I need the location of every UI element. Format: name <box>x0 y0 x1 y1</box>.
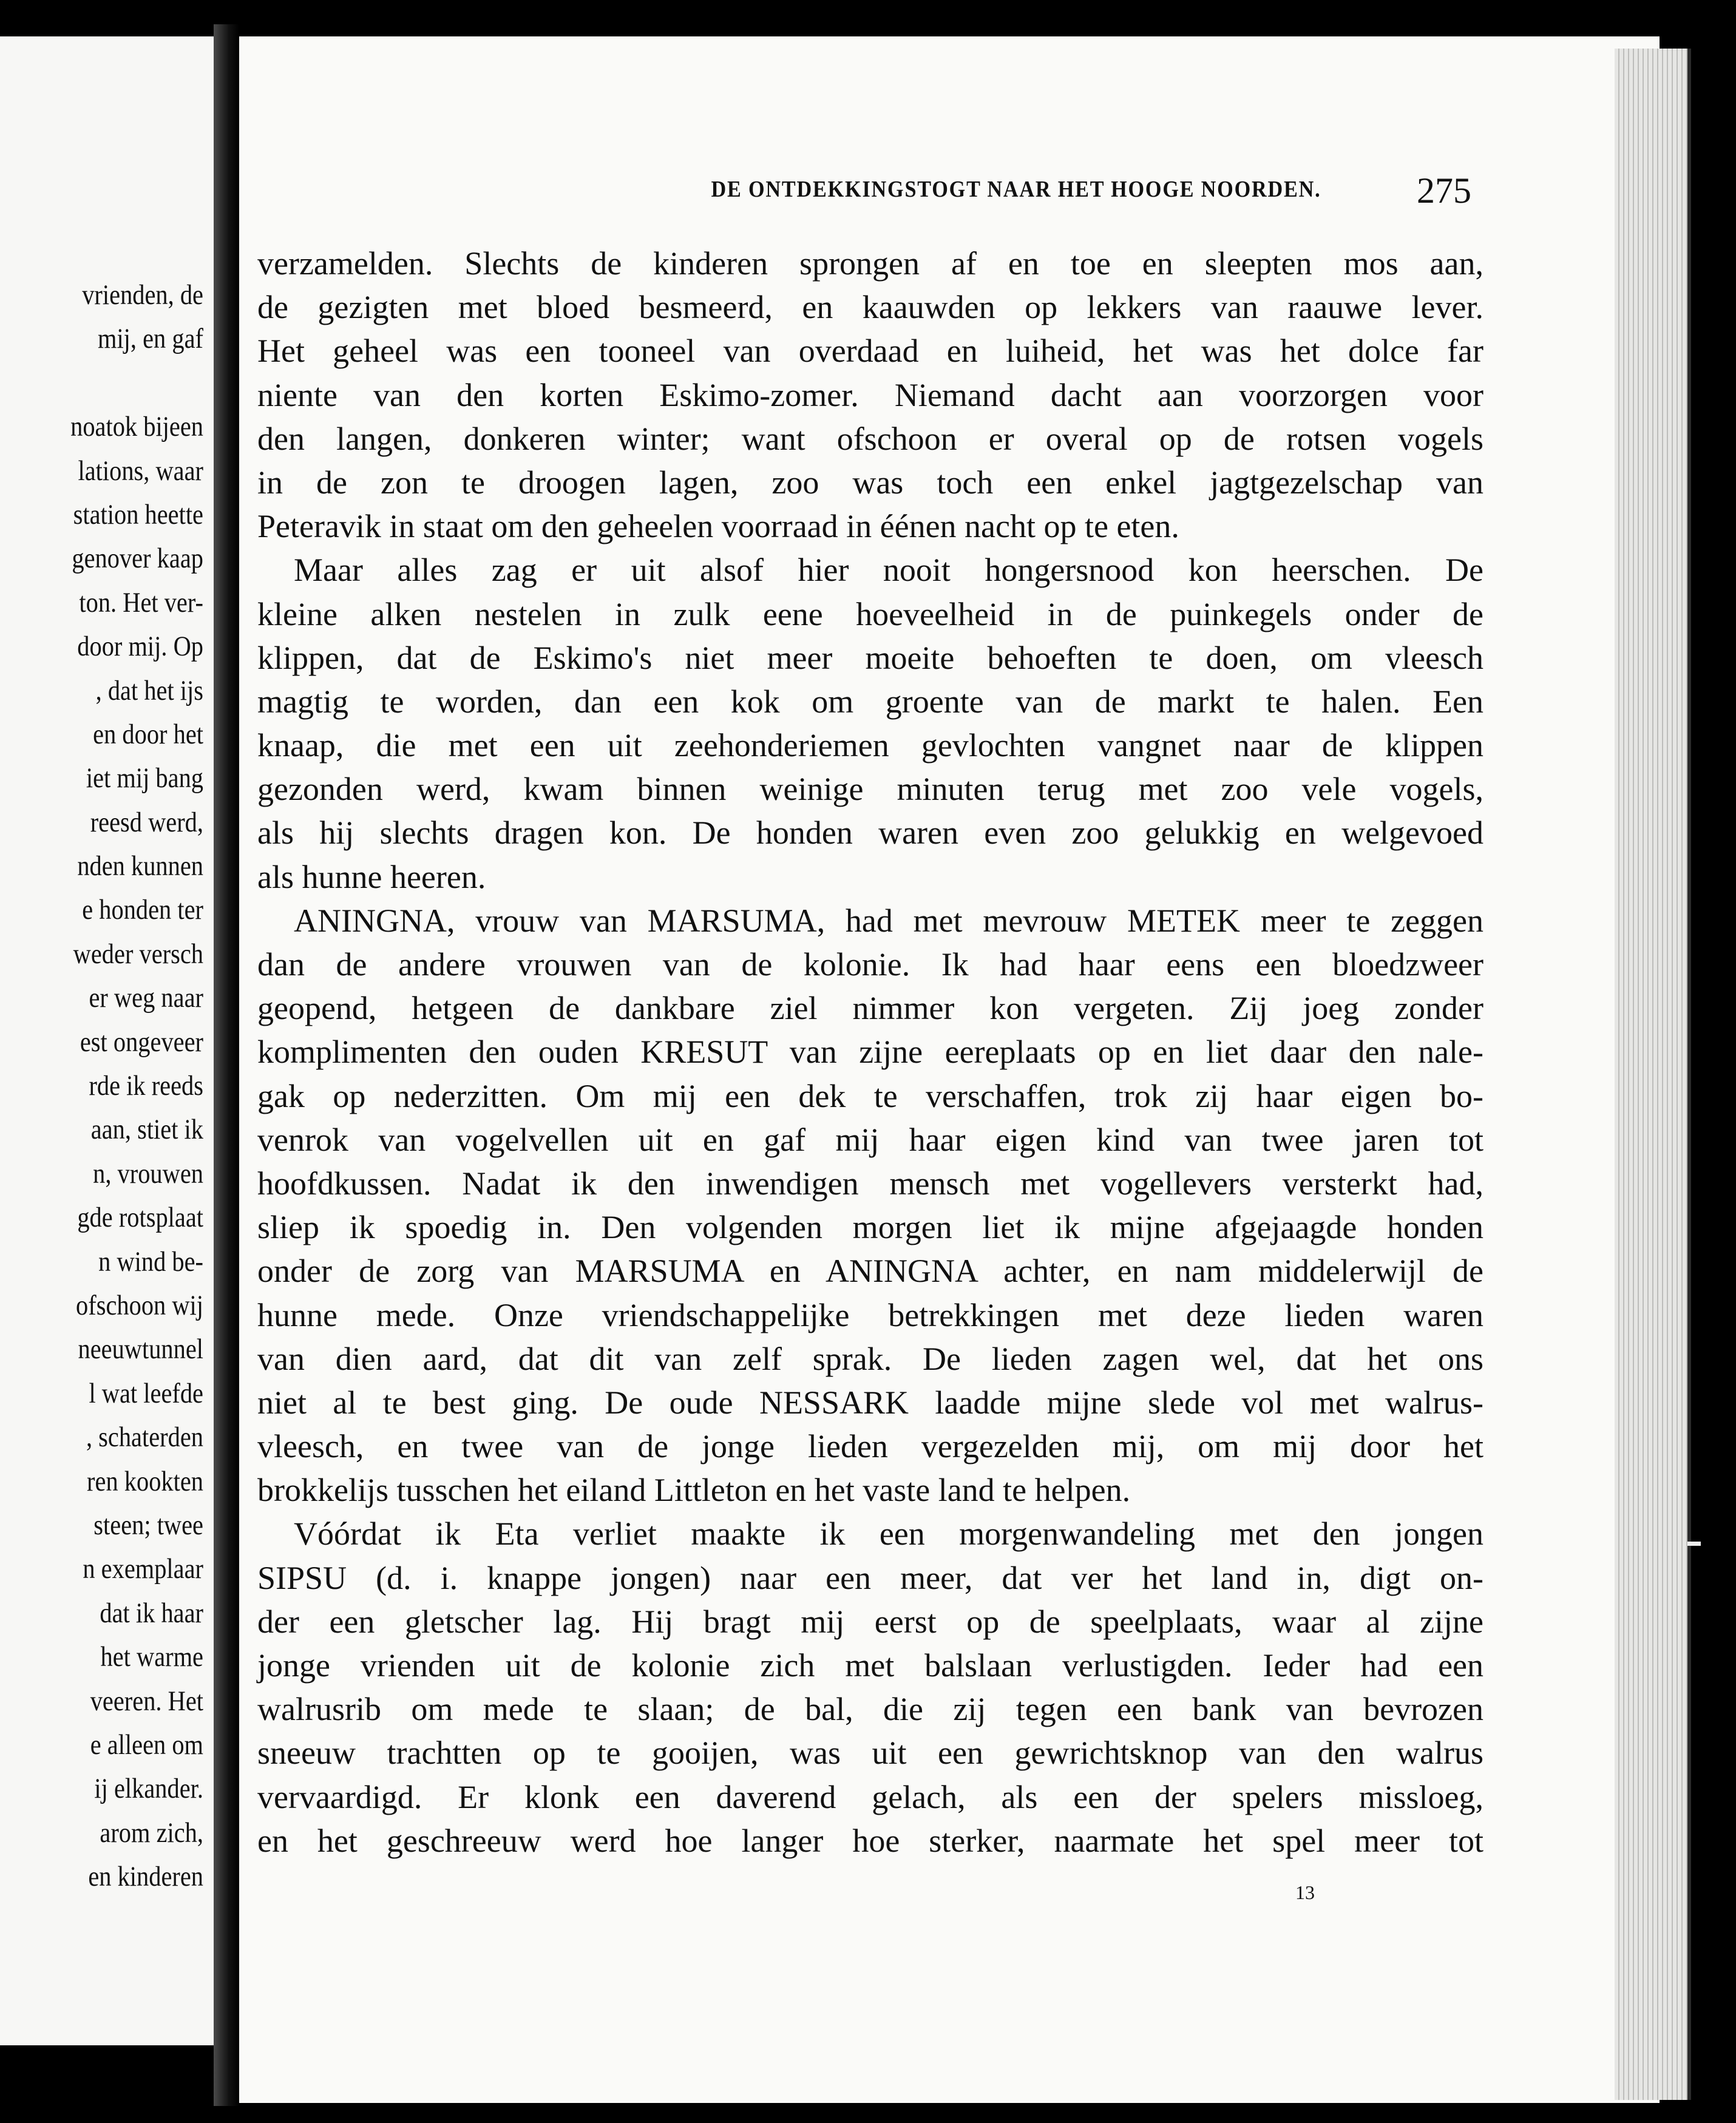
text-line: Maar alles zag er uit alsof hier nooit hongersnood kon heerschen. De <box>294 552 1483 589</box>
left-page-line: het warme <box>100 1641 203 1673</box>
left-page-line: est ongeveer <box>80 1026 203 1058</box>
page-number: 275 <box>1417 171 1471 211</box>
left-page-line: en kinderen <box>88 1861 203 1893</box>
left-page-line: station heette <box>73 498 203 530</box>
left-page-line: neeuwtunnel <box>78 1333 203 1366</box>
text-line: SIPSU (d. i. knappe jongen) naar een meer, dat ver het land in, digt on- <box>257 1559 1483 1596</box>
text-line: Het geheel was een tooneel van overdaad en luiheid, het was het dolce far <box>257 333 1483 370</box>
text-line: als hij slechts dragen kon. De honden waren even zoo gelukkig en welgevoed <box>257 814 1483 852</box>
text-line: jonge vrienden uit de kolonie zich met balslaan verlustigden. Ieder had een <box>257 1647 1483 1684</box>
left-page-line: n exemplaar <box>83 1553 203 1585</box>
signature-mark: 13 <box>1295 1881 1315 1903</box>
text-line: hoofdkussen. Nadat ik den inwendigen mensch met vogellevers versterkt had, <box>257 1165 1483 1202</box>
left-page-line: mij, en gaf <box>98 323 203 355</box>
left-page-line: arom zich, <box>100 1817 203 1849</box>
left-page-line: veeren. Het <box>90 1685 203 1717</box>
left-page-line: gde rotsplaat <box>77 1202 203 1234</box>
text-line: walrusrib om mede te slaan; de bal, die zij tegen een bank van bevrozen <box>257 1691 1483 1728</box>
left-page <box>0 36 214 2045</box>
left-page-line: lations, waar <box>78 455 203 487</box>
right-page <box>239 36 1660 2103</box>
text-line: venrok van vogelvellen uit en gaf mij haar eigen kind van twee jaren tot <box>257 1121 1483 1158</box>
left-page-line: ton. Het ver- <box>79 586 203 618</box>
left-page-line: er weg naar <box>89 982 203 1014</box>
text-line: Peteravik in staat om den geheelen voorraad in éénen nacht op te eten. <box>257 508 1179 545</box>
left-page-line: n wind be- <box>98 1245 203 1278</box>
book-gutter <box>214 24 239 2106</box>
text-line: niente van den korten Eskimo-zomer. Niemand dacht aan voorzorgen voor <box>257 376 1483 413</box>
left-page-line: , dat het ijs <box>95 674 203 706</box>
text-line: in de zon te droogen lagen, zoo was toch een enkel jagtgezelschap van <box>257 464 1483 501</box>
text-line: vleesch, en twee van de jonge lieden vergezelden mij, om mij door het <box>257 1428 1483 1465</box>
left-page-line: genover kaap <box>72 543 203 575</box>
left-page-line: e honden ter <box>82 894 203 926</box>
left-page-line: door mij. Op <box>77 631 204 663</box>
left-page-line: reesd werd, <box>90 806 203 838</box>
left-page-line: steen; twee <box>93 1509 203 1541</box>
text-line: hunne mede. Onze vriendschappelijke betrekkingen met deze lieden waren <box>257 1296 1483 1333</box>
text-line: komplimenten den ouden KRESUT van zijne eereplaats op en liet daar den nale- <box>257 1034 1483 1071</box>
text-line: gezonden werd, kwam binnen weinige minuten terug met zoo vele vogels, <box>257 771 1483 808</box>
left-page-line: , schaterden <box>86 1421 203 1454</box>
text-line: verzamelden. Slechts de kinderen sprongen af en toe en sleepten mos aan, <box>257 245 1483 282</box>
text-line: knaap, die met een uit zeehonderiemen gevlochten vangnet naar de klippen <box>257 727 1483 764</box>
text-line: onder de zorg van MARSUMA en ANINGNA achter, en nam middelerwijl de <box>257 1253 1483 1290</box>
text-line: de gezigten met bloed besmeerd, en kaauwden op lekkers van raauwe lever. <box>257 289 1483 326</box>
running-head: DE ONTDEKKINGSTOGT NAAR HET HOOGE NOORDEN. <box>711 177 1321 202</box>
left-page-text <box>0 273 203 1898</box>
left-page-line: dat ik haar <box>100 1597 203 1629</box>
text-line: sneeuw trachtten op te gooijen, was uit een gewrichtsknop van den walrus <box>257 1735 1483 1772</box>
left-page-line: nden kunnen <box>77 850 204 882</box>
left-page-line: en door het <box>93 718 203 750</box>
margin-mark <box>1687 1542 1701 1546</box>
left-page-line: ofschoon wij <box>76 1289 204 1321</box>
text-line: Vóórdat ik Eta verliet maakte ik een morgenwandeling met den jongen <box>294 1515 1483 1552</box>
body-text <box>257 242 1483 1863</box>
text-line: niet al te best ging. De oude NESSARK laadde mijne slede vol met walrus- <box>257 1384 1483 1421</box>
left-page-line <box>29 361 203 405</box>
text-line: den langen, donkeren winter; want ofschoon er overal op de rotsen vogels <box>257 420 1483 457</box>
left-page-line: e alleen om <box>90 1729 203 1761</box>
left-page-line: l wat leefde <box>89 1377 203 1409</box>
text-line: sliep ik spoedig in. Den volgenden morgen liet ik mijne afgejaagde honden <box>257 1209 1483 1246</box>
left-page-line: rde ik reeds <box>89 1070 203 1102</box>
left-page-line: ij elkander. <box>94 1773 203 1805</box>
text-line: en het geschreeuw werd hoe langer hoe sterker, naarmate het spel meer tot <box>257 1822 1483 1859</box>
text-line: brokkelijs tusschen het eiland Littleton en het vaste land te helpen. <box>257 1472 1131 1509</box>
text-line: klippen, dat de Eskimo's niet meer moeite behoeften te doen, om vleesch <box>257 639 1483 676</box>
left-page-line: aan, stiet ik <box>90 1114 203 1146</box>
left-page-line: weder versch <box>73 938 203 970</box>
text-line: ANINGNA, vrouw van MARSUMA, had met mevrouw METEK meer te zeggen <box>294 902 1483 939</box>
text-line: kleine alken nestelen in zulk eene hoeveelheid in de puinkegels onder de <box>257 595 1483 632</box>
text-line: vervaardigd. Er klonk een daverend gelach, als een der spelers missloeg, <box>257 1778 1483 1815</box>
text-line: van dien aard, dat dit van zelf sprak. De lieden zagen wel, dat het ons <box>257 1340 1483 1377</box>
left-page-line: ren kookten <box>87 1465 203 1497</box>
left-page-line: iet mij bang <box>86 762 203 794</box>
page-edges <box>1615 49 1691 2100</box>
text-line: gak op nederzitten. Om mij een dek te verschaffen, trok zij haar eigen bo- <box>257 1077 1483 1114</box>
left-page-line: n, vrouwen <box>93 1157 203 1190</box>
text-line: dan de andere vrouwen van de kolonie. Ik had haar eens een bloedzweer <box>257 946 1483 983</box>
left-page-line: noatok bijeen <box>70 411 204 443</box>
text-line: als hunne heeren. <box>257 858 486 895</box>
text-line: magtig te worden, dan een kok om groente van de markt te halen. Een <box>257 683 1483 720</box>
text-line: geopend, hetgeen de dankbare ziel nimmer kon vergeten. Zij joeg zonder <box>257 990 1483 1027</box>
text-line: der een gletscher lag. Hij bragt mij eerst op de speelplaats, waar al zijne <box>257 1603 1483 1640</box>
left-page-line: vrienden, de <box>82 279 203 311</box>
